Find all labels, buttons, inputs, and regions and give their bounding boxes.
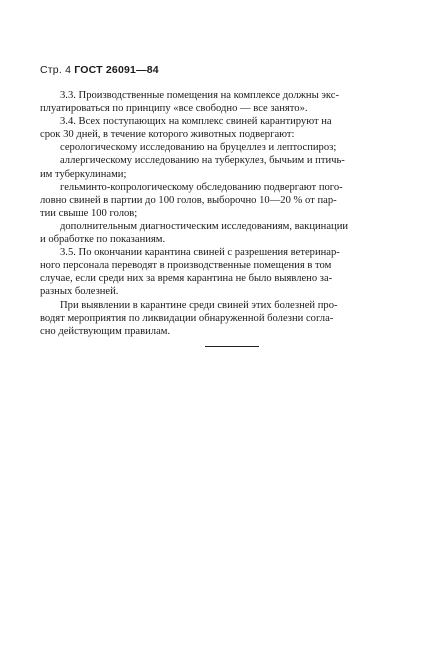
text-line: случае, если среди них за время карантина не было выявлено за-: [40, 273, 333, 285]
document-body: [40, 89, 413, 338]
text-line: 3.3. Производственные помещения на комплексе должны экс-: [60, 90, 340, 101]
text-line: разных болезней.: [40, 286, 119, 298]
text-line: водят мероприятия по ликвидации обнаруженной болезни согла-: [40, 312, 334, 324]
text-line: тии свыше 100 голов;: [40, 207, 138, 219]
text-line: 3.4. Всех поступающих на комплекс свиней карантируют на: [60, 116, 332, 128]
text-line: серологическому исследованию на бруцеллез и лептоспироз;: [60, 142, 337, 154]
text-line: сно действующим правилам.: [40, 325, 171, 337]
standard-number: ГОСТ 26091—84: [74, 64, 159, 76]
text-line: аллергическому исследованию на туберкулез, бычьим и птичь-: [60, 155, 345, 167]
text-line: плуатироваться по принципу «все свободно — все занято».: [40, 103, 308, 115]
text-line: ного персонала переводят в производственные помещения в том: [40, 260, 332, 272]
page-header: [40, 64, 159, 76]
text-line: им туберкулинами;: [40, 168, 127, 180]
page-number: Стр. 4: [40, 64, 72, 76]
text-line: ловно свиней в партии до 100 голов, выборочно 10—20 % от пар-: [40, 194, 337, 206]
text-line: и обработке по показаниям.: [40, 234, 166, 246]
text-line: срок 30 дней, в течение которого животных подвергают:: [40, 129, 295, 141]
text-line: 3.5. По окончании карантина свиней с разрешения ветеринар-: [60, 247, 340, 259]
text-line: При выявлении в карантине среди свиней этих болезней про-: [60, 299, 338, 311]
end-rule: [205, 346, 259, 347]
text-line: дополнительным диагностическим исследованиям, вакцинации: [60, 220, 349, 232]
text-line: гельминто-копрологическому обследованию подвергают пого-: [60, 181, 343, 193]
